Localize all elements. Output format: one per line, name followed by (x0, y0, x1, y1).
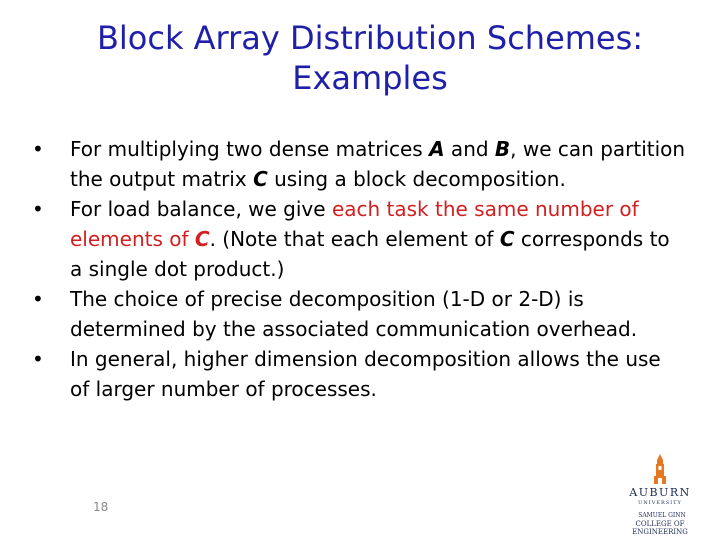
bullet-text: . (Note that each element of (209, 227, 500, 251)
bullet-item (26, 194, 686, 284)
slide-title-line1: Block Array Distribution Schemes: (96, 19, 644, 57)
bullet-item (26, 344, 686, 404)
slide-title-line2: Examples (292, 59, 448, 97)
bullet-text: For load balance, we give (70, 197, 332, 221)
matrix-b-label: B (494, 137, 511, 161)
tower-icon (652, 454, 668, 484)
auburn-logo (608, 452, 712, 534)
slide-title (40, 18, 700, 98)
logo-university: UNIVERSITY (638, 500, 682, 506)
bullet-list (26, 134, 686, 404)
bullet-symbol: • (32, 197, 44, 221)
matrix-c-label: C (499, 227, 515, 251)
bullet-symbol: • (32, 347, 44, 371)
logo-wordmark: AUBURN (629, 486, 691, 499)
bullet-text: using a block decomposition. (267, 167, 566, 191)
bullet-symbol: • (32, 287, 44, 311)
matrix-c-label: C (194, 227, 210, 251)
bullet-text: For multiplying two dense matrices (70, 137, 430, 161)
matrix-c-label: C (253, 167, 268, 191)
bullet-text: In general, higher dimension decomposition allows the use of larger number of processes. (70, 347, 661, 401)
matrix-a-label: A (429, 137, 445, 161)
bullet-symbol: • (32, 137, 44, 161)
highlighted-text: each task the same number of elements of (70, 197, 639, 251)
logo-college: COLLEGE OF ENGINEERING (632, 520, 688, 536)
page-number: 18 (93, 500, 109, 514)
bullet-item (26, 134, 686, 194)
bullet-text: corresponds to a single dot product.) (70, 227, 670, 281)
bullet-text: , we can partition the output matrix (70, 137, 686, 191)
logo-college-top: SAMUEL GINN (638, 512, 686, 519)
bullet-text: The choice of precise decomposition (1-D or 2-D) is determined by the associated communication overhead. (70, 287, 638, 341)
bullet-text: and (444, 137, 495, 161)
bullet-item (26, 284, 686, 344)
